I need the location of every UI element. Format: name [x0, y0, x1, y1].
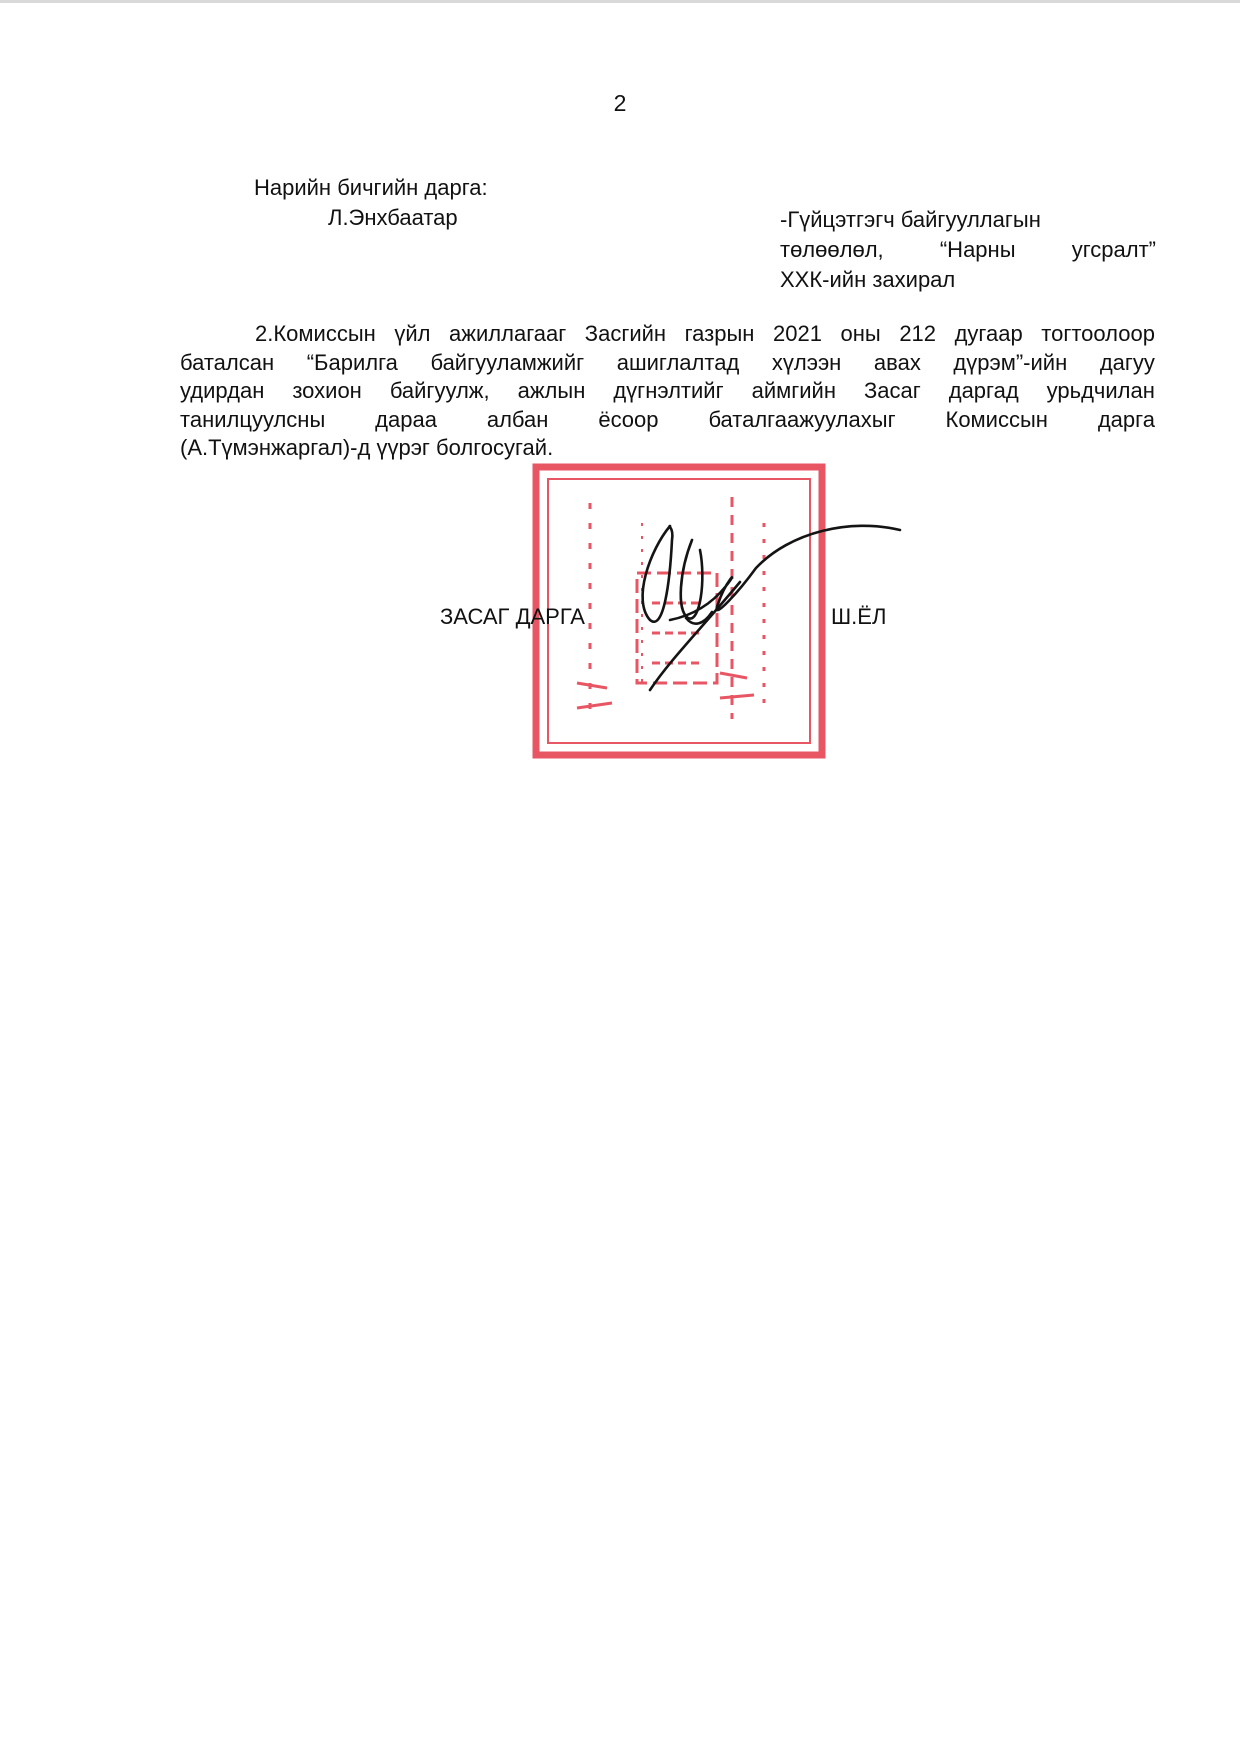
contractor-word: угсралт” [1071, 237, 1156, 262]
paragraph-word: дугаар [954, 321, 1023, 346]
paragraph-word: баталсан [180, 349, 275, 375]
secretary-title: Нарийн бичгийн дарга: [254, 175, 488, 200]
paragraph-word: ашиглалтад [616, 349, 740, 375]
paragraph-line-1 [180, 320, 1155, 349]
paragraph-word: 2021 [773, 321, 822, 346]
contractor-word: “Нарны [939, 237, 1016, 262]
contractor-line-3: ХХК-ийн захирал [780, 267, 956, 292]
paragraph-word: дарга [1097, 406, 1155, 432]
governor-name: Ш.ЁЛ [831, 604, 887, 629]
paragraph-word: Комиссын [945, 406, 1048, 432]
handwritten-signature-icon [630, 520, 910, 700]
secretary-name: Л.Энхбаатар [328, 205, 458, 230]
paragraph-word: Засаг [863, 378, 921, 403]
paragraph-word: 212 [899, 321, 937, 346]
paragraph-word: ёсоор [598, 406, 659, 432]
governor-title: ЗАСАГ ДАРГА [440, 604, 585, 629]
paragraph-word: дараа [375, 406, 437, 432]
paragraph-word: албан [486, 406, 549, 432]
contractor-word: төлөөлөл, [780, 237, 884, 262]
paragraph-word: Засгийн [584, 321, 667, 346]
paragraph-word: зохион [292, 378, 362, 403]
contractor-line-2 [780, 235, 1156, 265]
paragraph-line-2 [180, 349, 1155, 378]
paragraph-word: ажиллагааг [449, 321, 567, 346]
paragraph-word: удирдан [180, 378, 265, 403]
contractor-block [780, 205, 1156, 295]
paragraph-word: тогтоолоор [1041, 321, 1155, 346]
paragraph-word: дүгнэлтийг [613, 378, 724, 403]
paragraph-word: аймгийн [751, 378, 836, 403]
paragraph-word: “Барилга [306, 349, 398, 375]
commission-paragraph [180, 320, 1155, 463]
contractor-line-1: -Гүйцэтгэгч байгууллагын [780, 207, 1041, 232]
paragraph-word: оны [840, 321, 881, 346]
paragraph-word: байгууламжийг [430, 349, 585, 375]
paragraph-word: газрын [684, 321, 755, 346]
secretary-block [254, 173, 488, 233]
paragraph-word: байгуулж, [389, 378, 490, 403]
paragraph-word: урьдчилан [1046, 378, 1155, 403]
scan-edge [0, 0, 1240, 3]
paragraph-word: танилцуулсны [180, 406, 326, 432]
paragraph-line-5: (А.Түмэнжаргал)-д үүрэг болгосугай. [180, 435, 554, 460]
paragraph-word: дүрэм”-ийн [953, 349, 1068, 375]
paragraph-line-4 [180, 406, 1155, 435]
paragraph-line-3 [180, 377, 1155, 406]
paragraph-word: даргад [948, 378, 1019, 403]
paragraph-word: ажлын [517, 378, 586, 403]
paragraph-word: хүлээн [771, 349, 842, 375]
paragraph-word: дагуу [1099, 349, 1155, 375]
paragraph-word: 2.Комиссын [255, 321, 376, 346]
page-number: 2 [613, 90, 627, 116]
paragraph-word: баталгаажуулахыг [708, 406, 896, 432]
paragraph-word: авах [873, 349, 921, 375]
paragraph-word: үйл [394, 321, 431, 346]
